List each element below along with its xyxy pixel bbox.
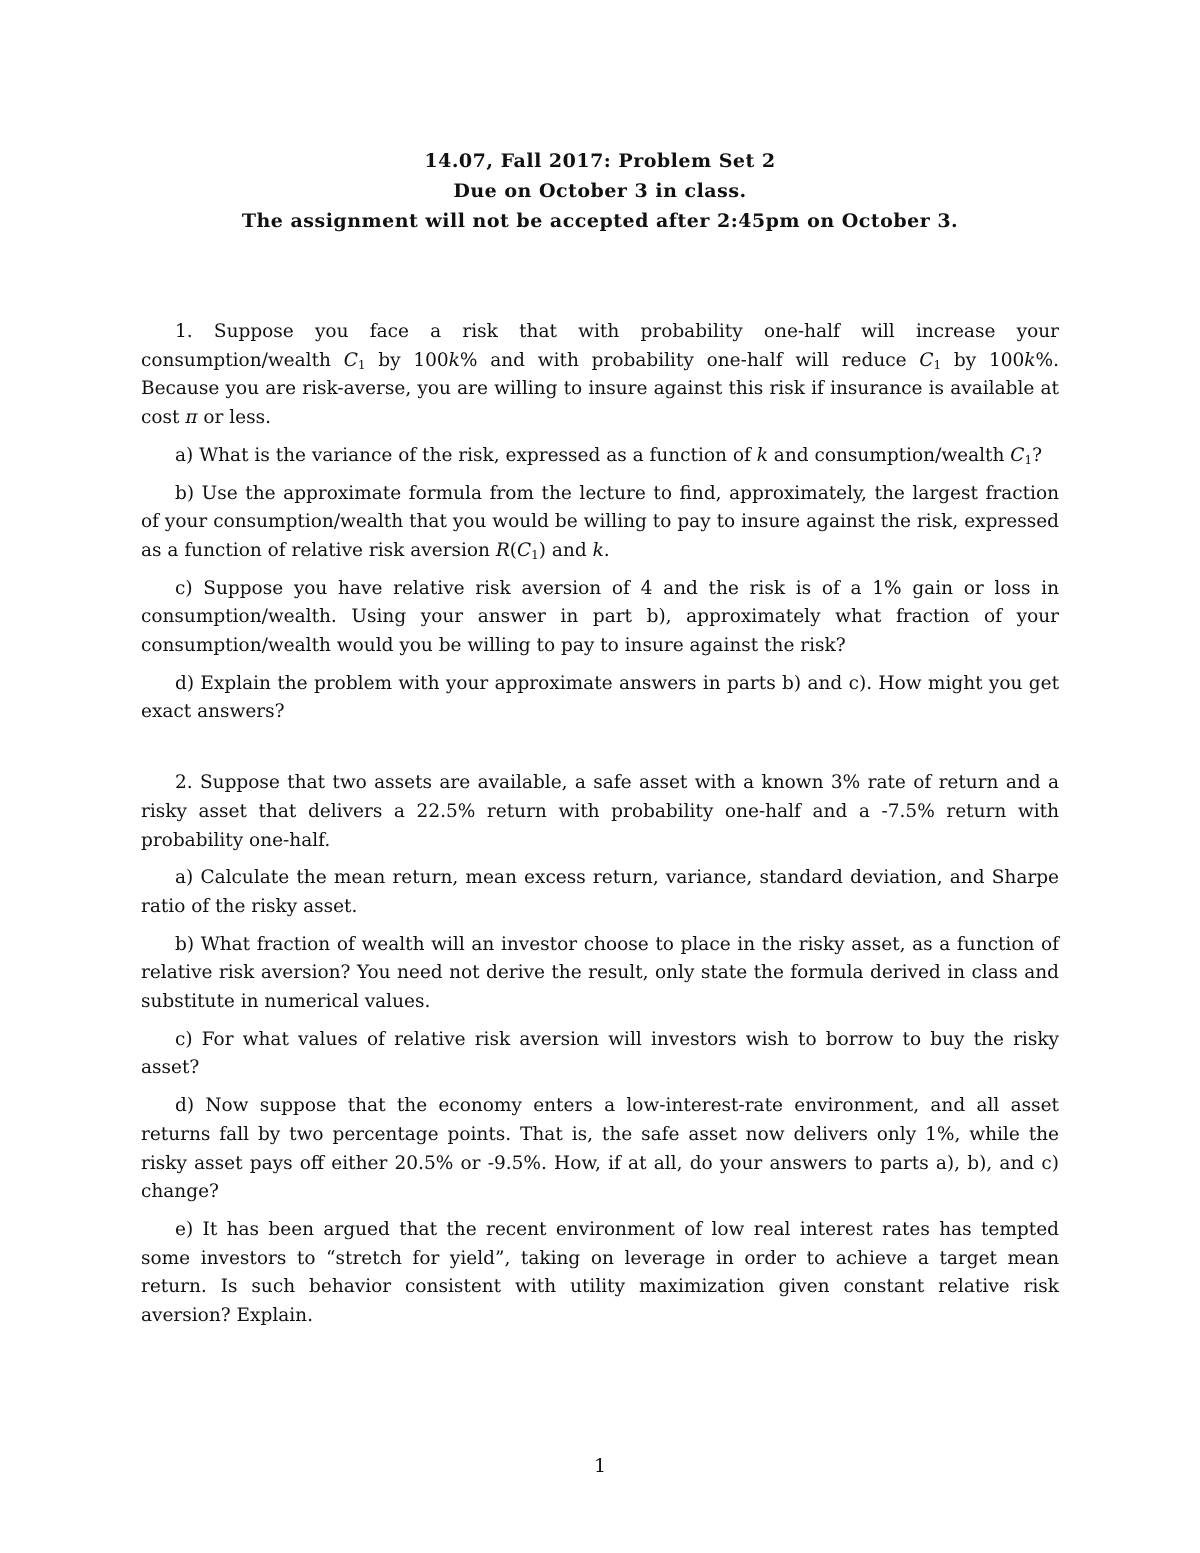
- problem-1-part-c: c) Suppose you have relative risk aversion of 4 and the risk is of a 1% gain or loss in consumption/wealth. Using your answer in part b), approximately what fraction of your consumption/wealth would you be willing to pay to insure against the risk?: [141, 577, 1059, 657]
- title-line: 14.07, Fall 2017: Problem Set 2: [424, 150, 776, 172]
- document-header: [0, 146, 1200, 236]
- problem-2-part-a: a) Calculate the mean return, mean excess return, variance, standard deviation, and Sharpe ratio of the risky asset.: [141, 867, 1059, 917]
- problem-1-part-b: b) Use the approximate formula from the lecture to find, approximately, the largest fraction of your consumption/wealth that you would be willing to pay to insure against the risk, expressed as a function of relative risk aversion $R(C_1)$ and k.: [141, 482, 1059, 562]
- page-number: 1: [593, 1455, 607, 1477]
- problem-2-intro: 2. Suppose that two assets are available, a safe asset with a known 3% rate of return and a risky asset that delivers a 22.5% return with probability one-half and a -7.5% return with probability one-half.: [141, 772, 1059, 851]
- problem-1-part-a: a) What is the variance of the risk, expressed as a function of k and consumption/wealth $C_1$?: [175, 444, 1042, 467]
- problem-2-part-c: c) For what values of relative risk aversion will investors wish to borrow to buy the risky asset?: [141, 1028, 1059, 1079]
- due-date-line: Due on October 3 in class.: [453, 180, 747, 202]
- problem-1-intro: 1. Suppose you face a risk that with probability one-half will increase your consumption/wealth $C_1$ by 100k% and with probability one-half will reduce $C_1$ by 100k%. Because you are risk-averse, you are willing to insure against this risk if insurance is available at cost π or less.: [141, 321, 1059, 429]
- problem-2-part-d: d) Now suppose that the economy enters a low-interest-rate environment, and all asset returns fall by two percentage points. That is, the safe asset now delivers only 1%, while the risky asset pays off either 20.5% or -9.5%. How, if at all, do your answers to parts a), b), and c) change?: [141, 1095, 1059, 1203]
- late-policy-line: The assignment will not be accepted after 2:45pm on October 3.: [241, 210, 959, 232]
- problem-2-part-b: b) What fraction of wealth will an investor choose to place in the risky asset, as a function of relative risk aversion? You need not derive the result, only state the formula derived in class and substitute in numerical values.: [141, 933, 1059, 1013]
- problem-1-part-d: d) Explain the problem with your approximate answers in parts b) and c). How might you get exact answers?: [141, 672, 1059, 723]
- problem-list: [141, 318, 1059, 1331]
- problem-2-part-e: e) It has been argued that the recent environment of low real interest rates has tempted some investors to “stretch for yield”, taking on leverage in order to achieve a target mean return. Is such behavior consistent with utility maximization given constant relative risk aversion? Explain.: [141, 1218, 1059, 1327]
